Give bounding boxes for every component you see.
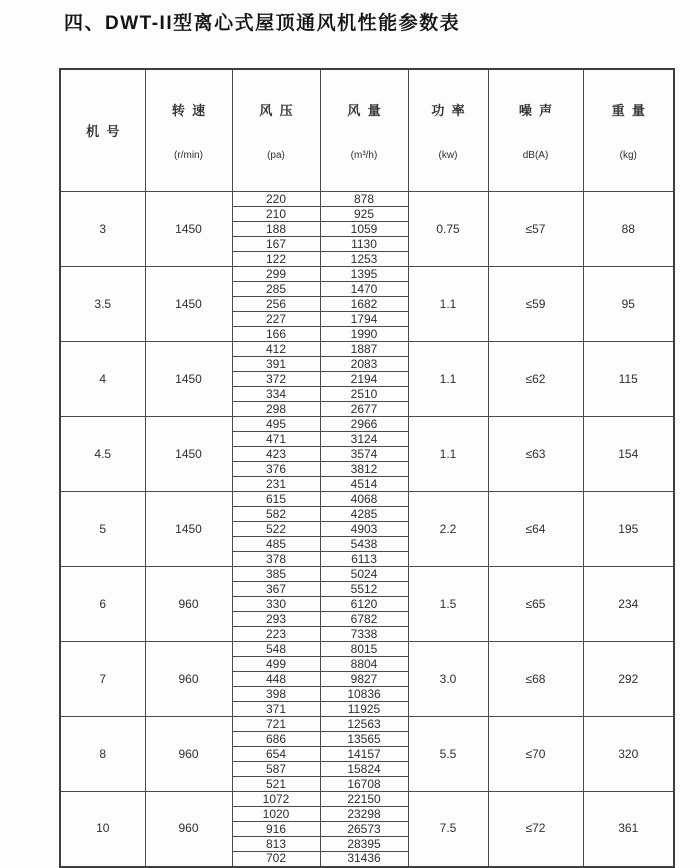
volume-cell: 5438: [320, 537, 408, 552]
header-volume: [320, 69, 408, 192]
header-pressure: [232, 69, 320, 192]
pressure-cell: 686: [232, 732, 320, 747]
volume-cell: 6782: [320, 612, 408, 627]
volume-cell: 1682: [320, 297, 408, 312]
volume-cell: 28395: [320, 837, 408, 852]
volume-cell: 1130: [320, 237, 408, 252]
performance-table: [59, 68, 675, 868]
volume-cell: 3574: [320, 447, 408, 462]
pressure-cell: 582: [232, 507, 320, 522]
noise-cell: ≤70: [488, 717, 583, 792]
volume-cell: 4903: [320, 522, 408, 537]
model-cell: 5: [60, 492, 145, 567]
pressure-cell: 231: [232, 477, 320, 492]
volume-cell: 3812: [320, 462, 408, 477]
header-volume-label: 风 量: [347, 103, 381, 118]
power-cell: 1.1: [408, 342, 488, 417]
header-power: [408, 69, 488, 192]
power-cell: 1.5: [408, 567, 488, 642]
header-speed-unit: (r/min): [174, 150, 203, 161]
weight-cell: 292: [583, 642, 674, 717]
speed-cell: 1450: [145, 342, 232, 417]
speed-cell: 960: [145, 642, 232, 717]
pressure-cell: 391: [232, 357, 320, 372]
header-speed-label: 转 速: [171, 103, 206, 118]
volume-cell: 3124: [320, 432, 408, 447]
volume-cell: 13565: [320, 732, 408, 747]
pressure-cell: 166: [232, 327, 320, 342]
pressure-cell: 367: [232, 582, 320, 597]
pressure-cell: 330: [232, 597, 320, 612]
volume-cell: 6113: [320, 552, 408, 567]
pressure-cell: 188: [232, 222, 320, 237]
data-row: [60, 417, 674, 432]
volume-cell: 878: [320, 192, 408, 207]
pressure-cell: 485: [232, 537, 320, 552]
noise-cell: ≤57: [488, 192, 583, 267]
volume-cell: 15824: [320, 762, 408, 777]
volume-cell: 1990: [320, 327, 408, 342]
speed-cell: 960: [145, 792, 232, 867]
speed-cell: 1450: [145, 192, 232, 267]
volume-cell: 5512: [320, 582, 408, 597]
pressure-cell: 122: [232, 252, 320, 267]
data-row: [60, 492, 674, 507]
pressure-cell: 495: [232, 417, 320, 432]
pressure-cell: 220: [232, 192, 320, 207]
pressure-cell: 227: [232, 312, 320, 327]
volume-cell: 1887: [320, 342, 408, 357]
volume-cell: 16708: [320, 777, 408, 792]
speed-cell: 960: [145, 567, 232, 642]
pressure-cell: 167: [232, 237, 320, 252]
volume-cell: 2510: [320, 387, 408, 402]
model-cell: 8: [60, 717, 145, 792]
header-model: [60, 69, 145, 192]
volume-cell: 23298: [320, 807, 408, 822]
weight-cell: 361: [583, 792, 674, 867]
data-row: [60, 792, 674, 807]
volume-cell: 2966: [320, 417, 408, 432]
header-power-label: 功 率: [431, 103, 465, 118]
model-cell: 4.5: [60, 417, 145, 492]
pressure-cell: 548: [232, 642, 320, 657]
pressure-cell: 813: [232, 837, 320, 852]
volume-cell: 7338: [320, 627, 408, 642]
pressure-cell: 615: [232, 492, 320, 507]
weight-cell: 320: [583, 717, 674, 792]
header-speed: [145, 69, 232, 192]
volume-cell: 8804: [320, 657, 408, 672]
pressure-cell: 372: [232, 372, 320, 387]
volume-cell: 9827: [320, 672, 408, 687]
noise-cell: ≤65: [488, 567, 583, 642]
speed-cell: 960: [145, 717, 232, 792]
pressure-cell: 423: [232, 447, 320, 462]
model-cell: 7: [60, 642, 145, 717]
power-cell: 2.2: [408, 492, 488, 567]
volume-cell: 10836: [320, 687, 408, 702]
data-row: [60, 717, 674, 732]
volume-cell: 1059: [320, 222, 408, 237]
pressure-cell: 376: [232, 462, 320, 477]
volume-cell: 4285: [320, 507, 408, 522]
header-pressure-unit: (pa): [267, 150, 285, 161]
volume-cell: 1253: [320, 252, 408, 267]
data-row: [60, 567, 674, 582]
model-cell: 3: [60, 192, 145, 267]
power-cell: 7.5: [408, 792, 488, 867]
data-row: [60, 267, 674, 282]
pressure-cell: 654: [232, 747, 320, 762]
volume-cell: 22150: [320, 792, 408, 807]
volume-cell: 26573: [320, 822, 408, 837]
pressure-cell: 412: [232, 342, 320, 357]
weight-cell: 95: [583, 267, 674, 342]
pressure-cell: 293: [232, 612, 320, 627]
volume-cell: 925: [320, 207, 408, 222]
volume-cell: 31436: [320, 852, 408, 867]
model-cell: 6: [60, 567, 145, 642]
pressure-cell: 378: [232, 552, 320, 567]
page-title: 四、DWT-II型离心式屋顶通风机性能参数表: [64, 13, 461, 34]
speed-cell: 1450: [145, 492, 232, 567]
weight-cell: 154: [583, 417, 674, 492]
pressure-cell: 471: [232, 432, 320, 447]
volume-cell: 5024: [320, 567, 408, 582]
pressure-cell: 448: [232, 672, 320, 687]
power-cell: 0.75: [408, 192, 488, 267]
header-row: [60, 69, 674, 192]
noise-cell: ≤62: [488, 342, 583, 417]
pressure-cell: 702: [232, 852, 320, 867]
pressure-cell: 256: [232, 297, 320, 312]
noise-cell: ≤64: [488, 492, 583, 567]
noise-cell: ≤72: [488, 792, 583, 867]
power-cell: 1.1: [408, 267, 488, 342]
pressure-cell: 223: [232, 627, 320, 642]
power-cell: 1.1: [408, 417, 488, 492]
pressure-cell: 587: [232, 762, 320, 777]
weight-cell: 115: [583, 342, 674, 417]
weight-cell: 88: [583, 192, 674, 267]
pressure-cell: 916: [232, 822, 320, 837]
volume-cell: 4514: [320, 477, 408, 492]
volume-cell: 2194: [320, 372, 408, 387]
pressure-cell: 1072: [232, 792, 320, 807]
volume-cell: 12563: [320, 717, 408, 732]
header-power-unit: (kw): [438, 150, 458, 161]
pressure-cell: 1020: [232, 807, 320, 822]
noise-cell: ≤68: [488, 642, 583, 717]
data-row: [60, 642, 674, 657]
pressure-cell: 521: [232, 777, 320, 792]
volume-cell: 6120: [320, 597, 408, 612]
pressure-cell: 371: [232, 702, 320, 717]
pressure-cell: 721: [232, 717, 320, 732]
pressure-cell: 285: [232, 282, 320, 297]
pressure-cell: 499: [232, 657, 320, 672]
volume-cell: 11925: [320, 702, 408, 717]
header-weight-label: 重 量: [611, 103, 645, 118]
model-cell: 4: [60, 342, 145, 417]
data-row: [60, 192, 674, 207]
pressure-cell: 210: [232, 207, 320, 222]
header-model-label: 机 号: [86, 124, 120, 139]
pressure-cell: 334: [232, 387, 320, 402]
pressure-cell: 298: [232, 402, 320, 417]
volume-cell: 4068: [320, 492, 408, 507]
power-cell: 3.0: [408, 642, 488, 717]
volume-cell: 1470: [320, 282, 408, 297]
pressure-cell: 385: [232, 567, 320, 582]
speed-cell: 1450: [145, 417, 232, 492]
header-weight-unit: (kg): [619, 150, 637, 161]
data-row: [60, 342, 674, 357]
model-cell: 10: [60, 792, 145, 867]
header-weight: [583, 69, 674, 192]
header-noise-label: 噪 声: [518, 103, 553, 118]
header-volume-unit: (m³/h): [350, 150, 378, 161]
volume-cell: 8015: [320, 642, 408, 657]
pressure-cell: 522: [232, 522, 320, 537]
power-cell: 5.5: [408, 717, 488, 792]
noise-cell: ≤59: [488, 267, 583, 342]
header-noise-unit: dB(A): [522, 150, 549, 161]
weight-cell: 195: [583, 492, 674, 567]
pressure-cell: 398: [232, 687, 320, 702]
model-cell: 3.5: [60, 267, 145, 342]
speed-cell: 1450: [145, 267, 232, 342]
header-pressure-label: 风 压: [259, 103, 293, 118]
volume-cell: 1395: [320, 267, 408, 282]
weight-cell: 234: [583, 567, 674, 642]
volume-cell: 2083: [320, 357, 408, 372]
volume-cell: 14157: [320, 747, 408, 762]
volume-cell: 2677: [320, 402, 408, 417]
volume-cell: 1794: [320, 312, 408, 327]
pressure-cell: 299: [232, 267, 320, 282]
noise-cell: ≤63: [488, 417, 583, 492]
header-noise: [488, 69, 583, 192]
